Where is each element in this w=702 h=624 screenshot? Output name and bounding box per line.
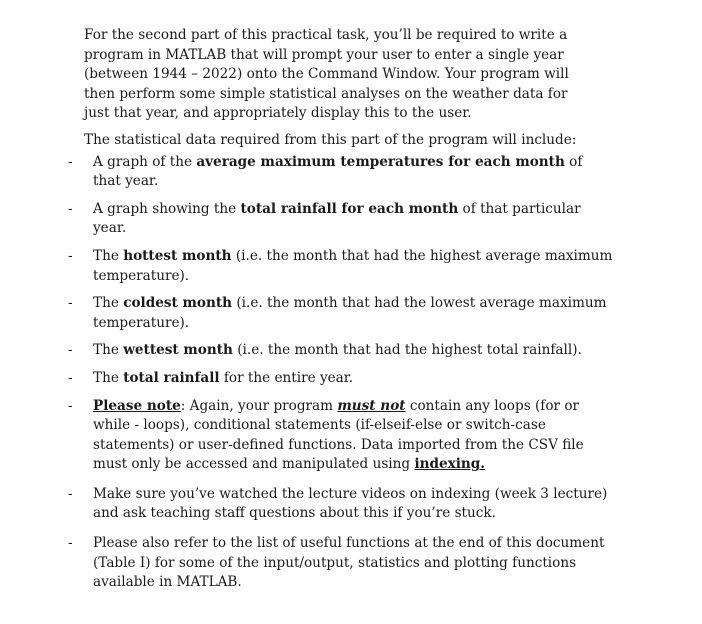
intro-paragraph: For the second part of this practical task, you’ll be required to write a program in MATLAB that will prompt your user to enter a single year (between 1944 – 2022) onto the Command Window. Your program will then perform some simple statistical analyses on the weather data for just that year, and appropriately display this to the user. <box>84 27 569 122</box>
bullet-dash: - <box>68 369 73 386</box>
lecture-item <box>68 485 614 524</box>
must-not-emphasis: must not <box>337 397 406 414</box>
please-note-label: Please note <box>93 397 181 414</box>
item-text: (i.e. the month that had the highest total rainfall). <box>232 342 582 359</box>
item-emphasis: coldest month <box>123 295 233 312</box>
item-text: of that year. <box>93 153 583 190</box>
item-text: The <box>93 369 124 386</box>
list-item <box>68 341 614 361</box>
list-item <box>68 200 614 239</box>
item-text: The <box>93 342 124 359</box>
refer-item <box>68 534 614 593</box>
item-emphasis: total rainfall for each month <box>240 200 459 217</box>
item-text: for the entire year. <box>219 369 354 386</box>
item-text: The <box>93 247 124 264</box>
lecture-text: Make sure you’ve watched the lecture videos on indexing (week 3 lecture) and ask teaching staff questions about this if you’re stuck. <box>93 485 608 522</box>
requirements-list <box>68 153 614 593</box>
item-text: (i.e. the month that had the highest average maximum temperature). <box>93 247 613 284</box>
bullet-dash: - <box>68 295 73 312</box>
requirements-lead: The statistical data required from this part of the program will include: <box>84 131 577 148</box>
item-text: of that particular year. <box>93 200 581 237</box>
refer-text: Please also refer to the list of useful functions at the end of this document (Table I) for some of the input/output, statistics and plotting functions available in MATLAB. <box>93 535 605 591</box>
item-text: The <box>93 295 124 312</box>
document-body <box>68 26 614 593</box>
list-item <box>68 247 614 286</box>
list-item <box>68 369 614 389</box>
bullet-dash: - <box>68 200 73 217</box>
bullet-dash: - <box>68 397 73 414</box>
list-item <box>68 153 614 192</box>
note-text: contain any loops (for or while - loops), conditional statements (if-elseif-else or switch-case statements) or user-defined functions. Data imported from the CSV file must only be accessed and manipulated using <box>93 397 584 473</box>
item-emphasis: hottest month <box>123 247 232 264</box>
please-note-item <box>68 397 614 475</box>
list-item <box>68 294 614 333</box>
bullet-dash: - <box>68 153 73 170</box>
item-emphasis: wettest month <box>123 342 233 359</box>
indexing-emphasis: indexing. <box>414 456 486 473</box>
item-text: (i.e. the month that had the lowest average maximum temperature). <box>93 295 607 331</box>
item-emphasis: average maximum temperatures for each month <box>196 153 565 170</box>
item-text: A graph showing the <box>93 200 241 217</box>
note-text: : Again, your program <box>180 397 338 414</box>
item-text: A graph of the <box>93 153 197 170</box>
bullet-dash: - <box>68 247 73 264</box>
item-emphasis: total rainfall <box>123 369 220 386</box>
bullet-dash: - <box>68 485 73 502</box>
bullet-dash: - <box>68 535 73 552</box>
bullet-dash: - <box>68 342 73 359</box>
